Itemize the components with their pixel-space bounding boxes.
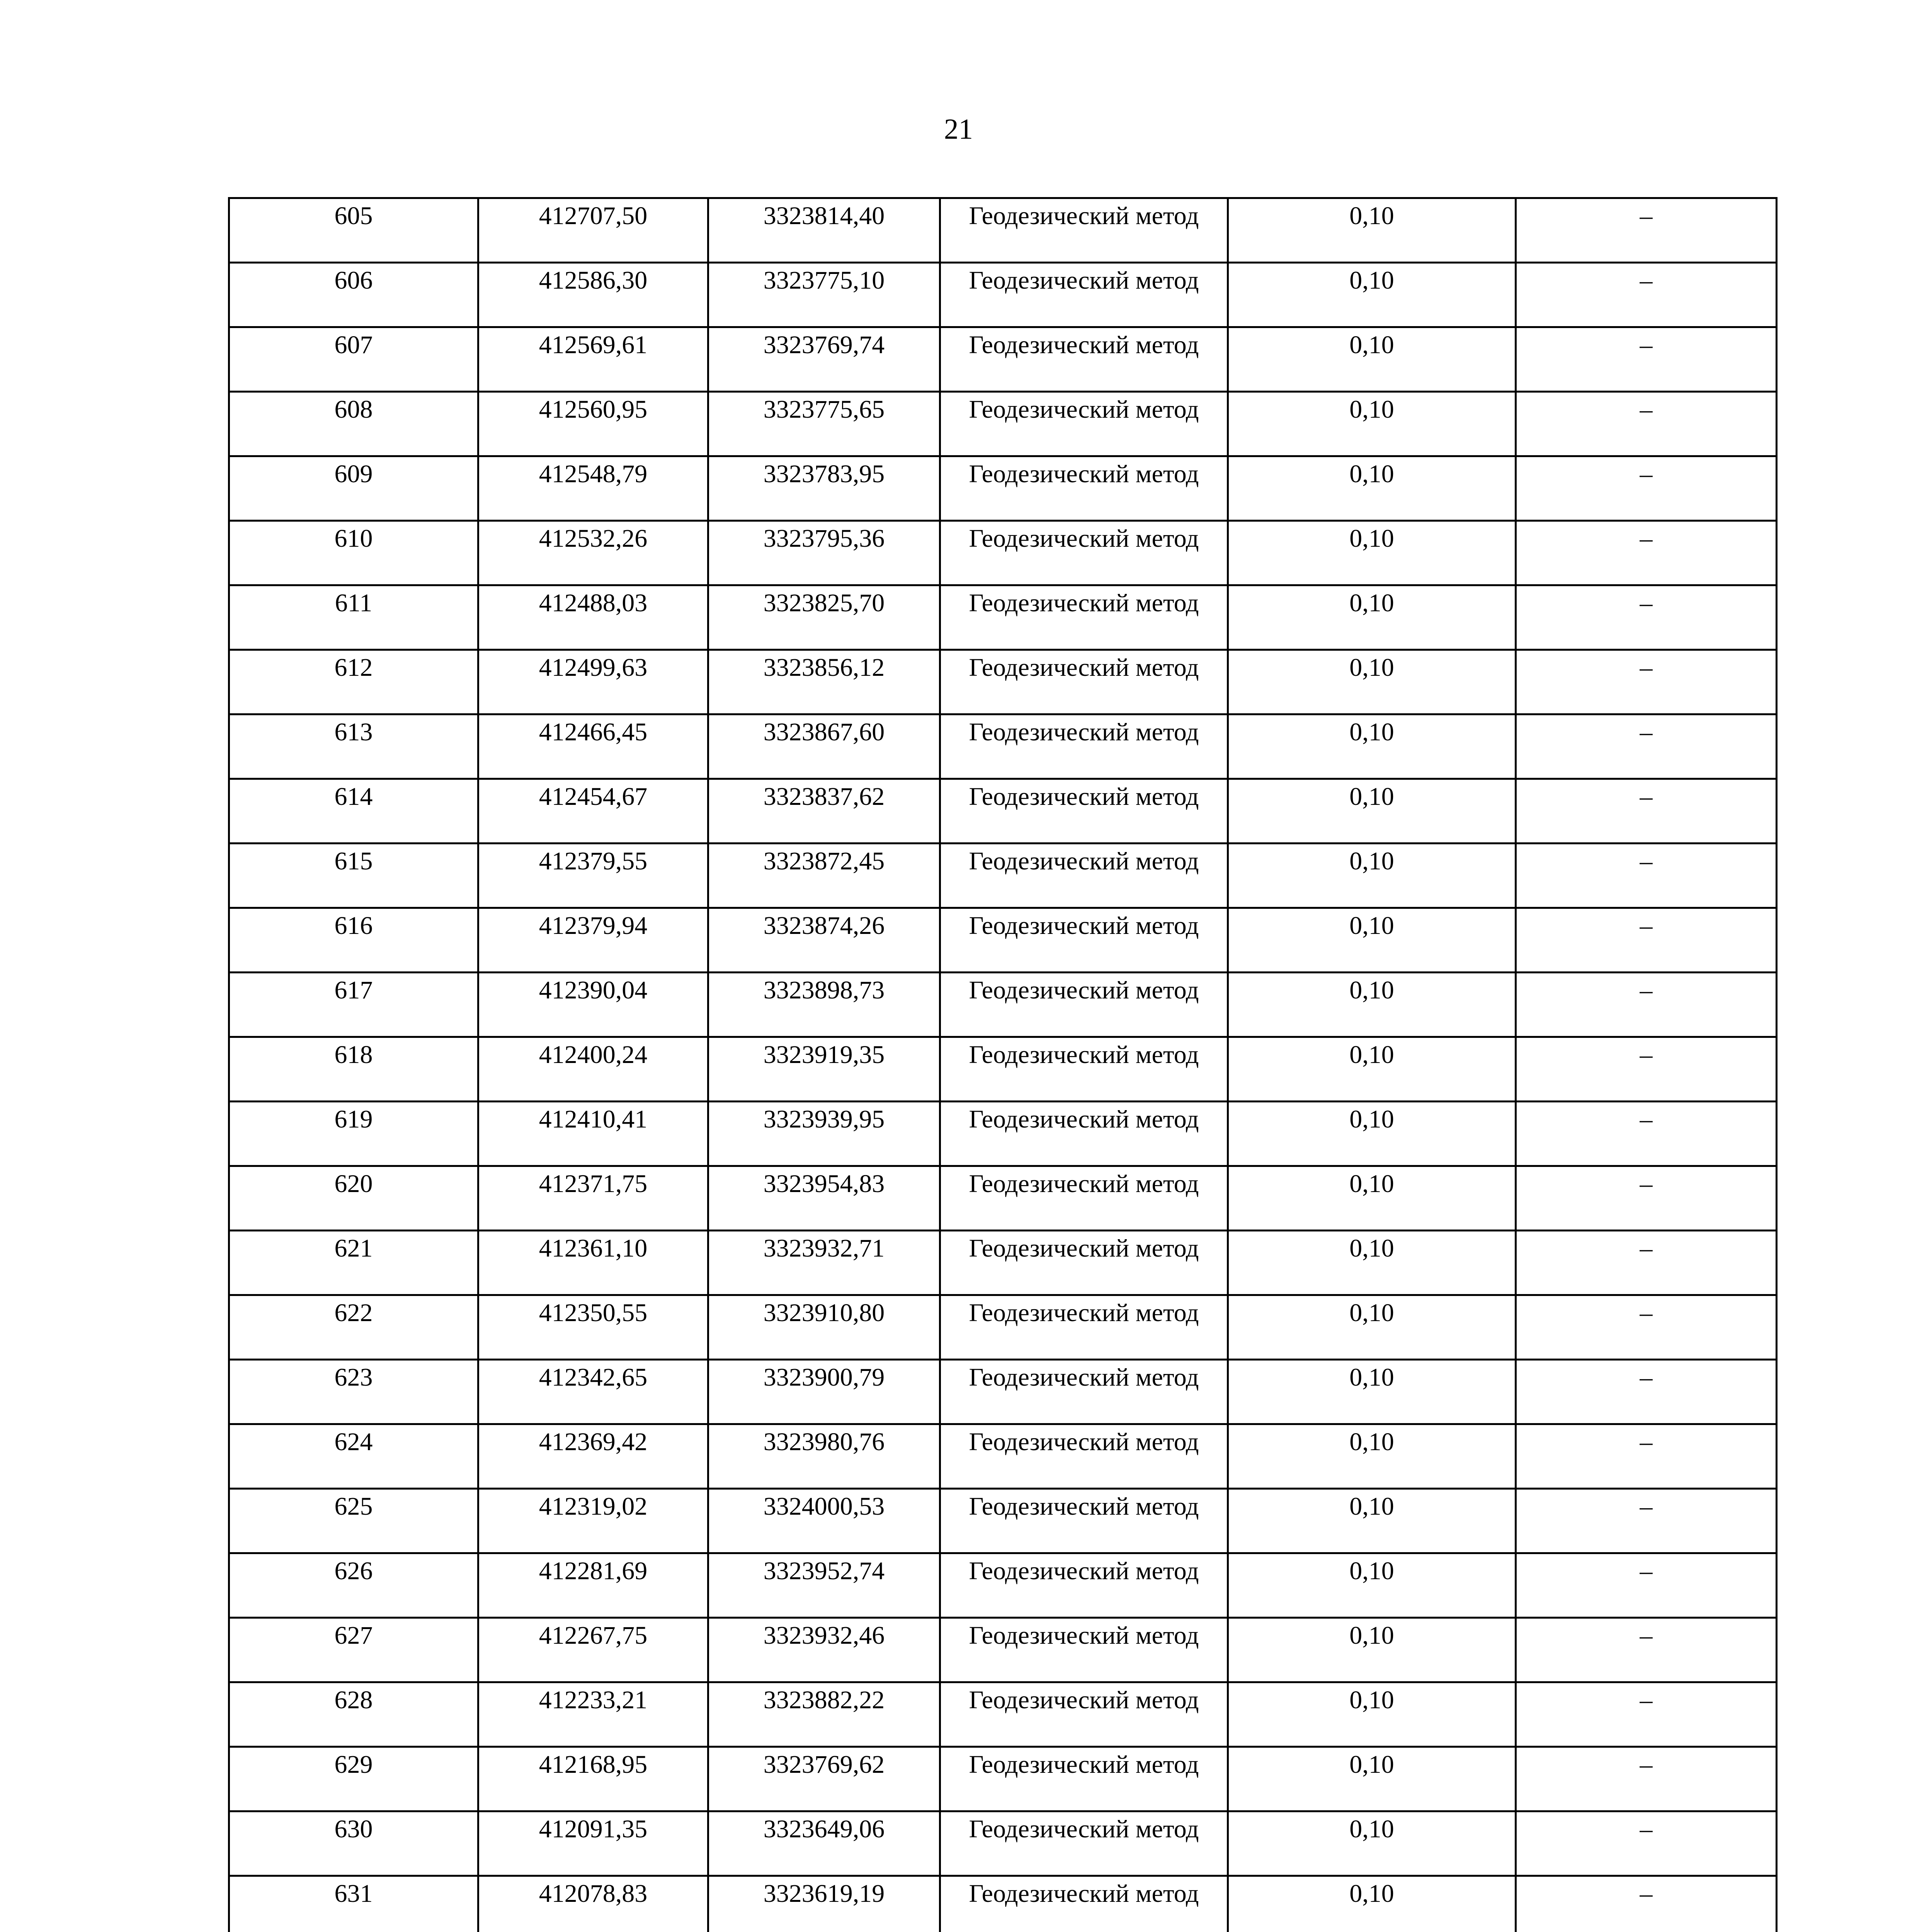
table-row <box>229 650 1777 714</box>
y-coordinate-cell: 3323872,45 <box>708 844 940 908</box>
accuracy-cell: 0,10 <box>1228 1682 1516 1747</box>
point-number-cell: 612 <box>229 650 478 714</box>
note-cell: – <box>1516 1489 1777 1553</box>
point-number-cell: 626 <box>229 1553 478 1618</box>
method-cell: Геодезический метод <box>940 714 1228 779</box>
accuracy-cell: 0,10 <box>1228 650 1516 714</box>
coordinates-table <box>228 197 1778 1932</box>
method-cell: Геодезический метод <box>940 1618 1228 1682</box>
accuracy-cell: 0,10 <box>1228 585 1516 650</box>
table-row <box>229 1295 1777 1360</box>
x-coordinate-cell: 412560,95 <box>478 392 708 456</box>
accuracy-cell: 0,10 <box>1228 714 1516 779</box>
accuracy-cell: 0,10 <box>1228 1553 1516 1618</box>
y-coordinate-cell: 3324000,53 <box>708 1489 940 1553</box>
x-coordinate-cell: 412371,75 <box>478 1166 708 1231</box>
method-cell: Геодезический метод <box>940 1811 1228 1876</box>
note-cell: – <box>1516 714 1777 779</box>
x-coordinate-cell: 412361,10 <box>478 1231 708 1295</box>
method-cell: Геодезический метод <box>940 327 1228 392</box>
accuracy-cell: 0,10 <box>1228 1747 1516 1811</box>
note-cell: – <box>1516 198 1777 263</box>
method-cell: Геодезический метод <box>940 1360 1228 1424</box>
accuracy-cell: 0,10 <box>1228 1811 1516 1876</box>
accuracy-cell: 0,10 <box>1228 263 1516 327</box>
table-row <box>229 327 1777 392</box>
method-cell: Геодезический метод <box>940 1424 1228 1489</box>
point-number-cell: 611 <box>229 585 478 650</box>
y-coordinate-cell: 3323874,26 <box>708 908 940 973</box>
table-row <box>229 198 1777 263</box>
table-row <box>229 844 1777 908</box>
x-coordinate-cell: 412466,45 <box>478 714 708 779</box>
table-row <box>229 973 1777 1037</box>
method-cell: Геодезический метод <box>940 1553 1228 1618</box>
y-coordinate-cell: 3323919,35 <box>708 1037 940 1102</box>
x-coordinate-cell: 412488,03 <box>478 585 708 650</box>
y-coordinate-cell: 3323775,10 <box>708 263 940 327</box>
page-number: 21 <box>944 113 973 145</box>
method-cell: Геодезический метод <box>940 1747 1228 1811</box>
y-coordinate-cell: 3323939,95 <box>708 1102 940 1166</box>
point-number-cell: 608 <box>229 392 478 456</box>
method-cell: Геодезический метод <box>940 1102 1228 1166</box>
x-coordinate-cell: 412267,75 <box>478 1618 708 1682</box>
note-cell: – <box>1516 1166 1777 1231</box>
x-coordinate-cell: 412410,41 <box>478 1102 708 1166</box>
method-cell: Геодезический метод <box>940 1489 1228 1553</box>
table-row <box>229 1682 1777 1747</box>
y-coordinate-cell: 3323769,62 <box>708 1747 940 1811</box>
x-coordinate-cell: 412379,55 <box>478 844 708 908</box>
point-number-cell: 621 <box>229 1231 478 1295</box>
note-cell: – <box>1516 1102 1777 1166</box>
accuracy-cell: 0,10 <box>1228 844 1516 908</box>
method-cell: Геодезический метод <box>940 1037 1228 1102</box>
table-row <box>229 585 1777 650</box>
accuracy-cell: 0,10 <box>1228 198 1516 263</box>
table-row <box>229 1037 1777 1102</box>
accuracy-cell: 0,10 <box>1228 1295 1516 1360</box>
x-coordinate-cell: 412350,55 <box>478 1295 708 1360</box>
y-coordinate-cell: 3323910,80 <box>708 1295 940 1360</box>
point-number-cell: 614 <box>229 779 478 844</box>
method-cell: Геодезический метод <box>940 1682 1228 1747</box>
accuracy-cell: 0,10 <box>1228 1489 1516 1553</box>
y-coordinate-cell: 3323952,74 <box>708 1553 940 1618</box>
note-cell: – <box>1516 779 1777 844</box>
note-cell: – <box>1516 1424 1777 1489</box>
x-coordinate-cell: 412548,79 <box>478 456 708 521</box>
point-number-cell: 631 <box>229 1876 478 1932</box>
table-row <box>229 1747 1777 1811</box>
point-number-cell: 616 <box>229 908 478 973</box>
x-coordinate-cell: 412569,61 <box>478 327 708 392</box>
note-cell: – <box>1516 456 1777 521</box>
note-cell: – <box>1516 521 1777 585</box>
point-number-cell: 617 <box>229 973 478 1037</box>
table-row <box>229 392 1777 456</box>
y-coordinate-cell: 3323769,74 <box>708 327 940 392</box>
x-coordinate-cell: 412532,26 <box>478 521 708 585</box>
x-coordinate-cell: 412379,94 <box>478 908 708 973</box>
y-coordinate-cell: 3323932,71 <box>708 1231 940 1295</box>
note-cell: – <box>1516 1553 1777 1618</box>
note-cell: – <box>1516 650 1777 714</box>
note-cell: – <box>1516 585 1777 650</box>
point-number-cell: 619 <box>229 1102 478 1166</box>
y-coordinate-cell: 3323783,95 <box>708 456 940 521</box>
table-row <box>229 1360 1777 1424</box>
x-coordinate-cell: 412586,30 <box>478 263 708 327</box>
y-coordinate-cell: 3323900,79 <box>708 1360 940 1424</box>
point-number-cell: 615 <box>229 844 478 908</box>
note-cell: – <box>1516 392 1777 456</box>
point-number-cell: 609 <box>229 456 478 521</box>
x-coordinate-cell: 412707,50 <box>478 198 708 263</box>
table-row <box>229 263 1777 327</box>
x-coordinate-cell: 412281,69 <box>478 1553 708 1618</box>
point-number-cell: 622 <box>229 1295 478 1360</box>
method-cell: Геодезический метод <box>940 263 1228 327</box>
y-coordinate-cell: 3323867,60 <box>708 714 940 779</box>
y-coordinate-cell: 3323954,83 <box>708 1166 940 1231</box>
accuracy-cell: 0,10 <box>1228 908 1516 973</box>
x-coordinate-cell: 412499,63 <box>478 650 708 714</box>
accuracy-cell: 0,10 <box>1228 973 1516 1037</box>
point-number-cell: 620 <box>229 1166 478 1231</box>
coordinates-table-body <box>229 198 1777 1932</box>
y-coordinate-cell: 3323882,22 <box>708 1682 940 1747</box>
method-cell: Геодезический метод <box>940 198 1228 263</box>
x-coordinate-cell: 412319,02 <box>478 1489 708 1553</box>
table-row <box>229 714 1777 779</box>
accuracy-cell: 0,10 <box>1228 1360 1516 1424</box>
table-row <box>229 779 1777 844</box>
method-cell: Геодезический метод <box>940 779 1228 844</box>
y-coordinate-cell: 3323856,12 <box>708 650 940 714</box>
accuracy-cell: 0,10 <box>1228 1037 1516 1102</box>
note-cell: – <box>1516 1682 1777 1747</box>
accuracy-cell: 0,10 <box>1228 1618 1516 1682</box>
table-row <box>229 908 1777 973</box>
table-row <box>229 1618 1777 1682</box>
y-coordinate-cell: 3323825,70 <box>708 585 940 650</box>
accuracy-cell: 0,10 <box>1228 1231 1516 1295</box>
table-row <box>229 521 1777 585</box>
x-coordinate-cell: 412400,24 <box>478 1037 708 1102</box>
note-cell: – <box>1516 908 1777 973</box>
note-cell: – <box>1516 263 1777 327</box>
table-row <box>229 1166 1777 1231</box>
point-number-cell: 625 <box>229 1489 478 1553</box>
method-cell: Геодезический метод <box>940 392 1228 456</box>
table-row <box>229 456 1777 521</box>
accuracy-cell: 0,10 <box>1228 521 1516 585</box>
table-row <box>229 1231 1777 1295</box>
accuracy-cell: 0,10 <box>1228 779 1516 844</box>
method-cell: Геодезический метод <box>940 1876 1228 1932</box>
note-cell: – <box>1516 1876 1777 1932</box>
table-row <box>229 1102 1777 1166</box>
point-number-cell: 623 <box>229 1360 478 1424</box>
x-coordinate-cell: 412091,35 <box>478 1811 708 1876</box>
accuracy-cell: 0,10 <box>1228 327 1516 392</box>
table-row <box>229 1876 1777 1932</box>
accuracy-cell: 0,10 <box>1228 1876 1516 1932</box>
point-number-cell: 610 <box>229 521 478 585</box>
y-coordinate-cell: 3323837,62 <box>708 779 940 844</box>
table-row <box>229 1553 1777 1618</box>
y-coordinate-cell: 3323619,19 <box>708 1876 940 1932</box>
note-cell: – <box>1516 1037 1777 1102</box>
y-coordinate-cell: 3323980,76 <box>708 1424 940 1489</box>
note-cell: – <box>1516 973 1777 1037</box>
y-coordinate-cell: 3323795,36 <box>708 521 940 585</box>
method-cell: Геодезический метод <box>940 521 1228 585</box>
point-number-cell: 618 <box>229 1037 478 1102</box>
x-coordinate-cell: 412078,83 <box>478 1876 708 1932</box>
table-row <box>229 1811 1777 1876</box>
point-number-cell: 613 <box>229 714 478 779</box>
method-cell: Геодезический метод <box>940 844 1228 908</box>
y-coordinate-cell: 3323775,65 <box>708 392 940 456</box>
point-number-cell: 627 <box>229 1618 478 1682</box>
x-coordinate-cell: 412168,95 <box>478 1747 708 1811</box>
x-coordinate-cell: 412390,04 <box>478 973 708 1037</box>
x-coordinate-cell: 412369,42 <box>478 1424 708 1489</box>
note-cell: – <box>1516 1231 1777 1295</box>
x-coordinate-cell: 412233,21 <box>478 1682 708 1747</box>
note-cell: – <box>1516 1811 1777 1876</box>
accuracy-cell: 0,10 <box>1228 456 1516 521</box>
note-cell: – <box>1516 1618 1777 1682</box>
note-cell: – <box>1516 1747 1777 1811</box>
point-number-cell: 629 <box>229 1747 478 1811</box>
method-cell: Геодезический метод <box>940 908 1228 973</box>
y-coordinate-cell: 3323932,46 <box>708 1618 940 1682</box>
note-cell: – <box>1516 327 1777 392</box>
point-number-cell: 630 <box>229 1811 478 1876</box>
point-number-cell: 624 <box>229 1424 478 1489</box>
table-row <box>229 1489 1777 1553</box>
point-number-cell: 605 <box>229 198 478 263</box>
x-coordinate-cell: 412342,65 <box>478 1360 708 1424</box>
accuracy-cell: 0,10 <box>1228 1166 1516 1231</box>
y-coordinate-cell: 3323814,40 <box>708 198 940 263</box>
y-coordinate-cell: 3323649,06 <box>708 1811 940 1876</box>
point-number-cell: 607 <box>229 327 478 392</box>
note-cell: – <box>1516 844 1777 908</box>
method-cell: Геодезический метод <box>940 1166 1228 1231</box>
method-cell: Геодезический метод <box>940 650 1228 714</box>
accuracy-cell: 0,10 <box>1228 392 1516 456</box>
x-coordinate-cell: 412454,67 <box>478 779 708 844</box>
y-coordinate-cell: 3323898,73 <box>708 973 940 1037</box>
point-number-cell: 628 <box>229 1682 478 1747</box>
point-number-cell: 606 <box>229 263 478 327</box>
method-cell: Геодезический метод <box>940 1295 1228 1360</box>
accuracy-cell: 0,10 <box>1228 1424 1516 1489</box>
method-cell: Геодезический метод <box>940 456 1228 521</box>
method-cell: Геодезический метод <box>940 1231 1228 1295</box>
method-cell: Геодезический метод <box>940 585 1228 650</box>
note-cell: – <box>1516 1295 1777 1360</box>
accuracy-cell: 0,10 <box>1228 1102 1516 1166</box>
table-row <box>229 1424 1777 1489</box>
method-cell: Геодезический метод <box>940 973 1228 1037</box>
note-cell: – <box>1516 1360 1777 1424</box>
